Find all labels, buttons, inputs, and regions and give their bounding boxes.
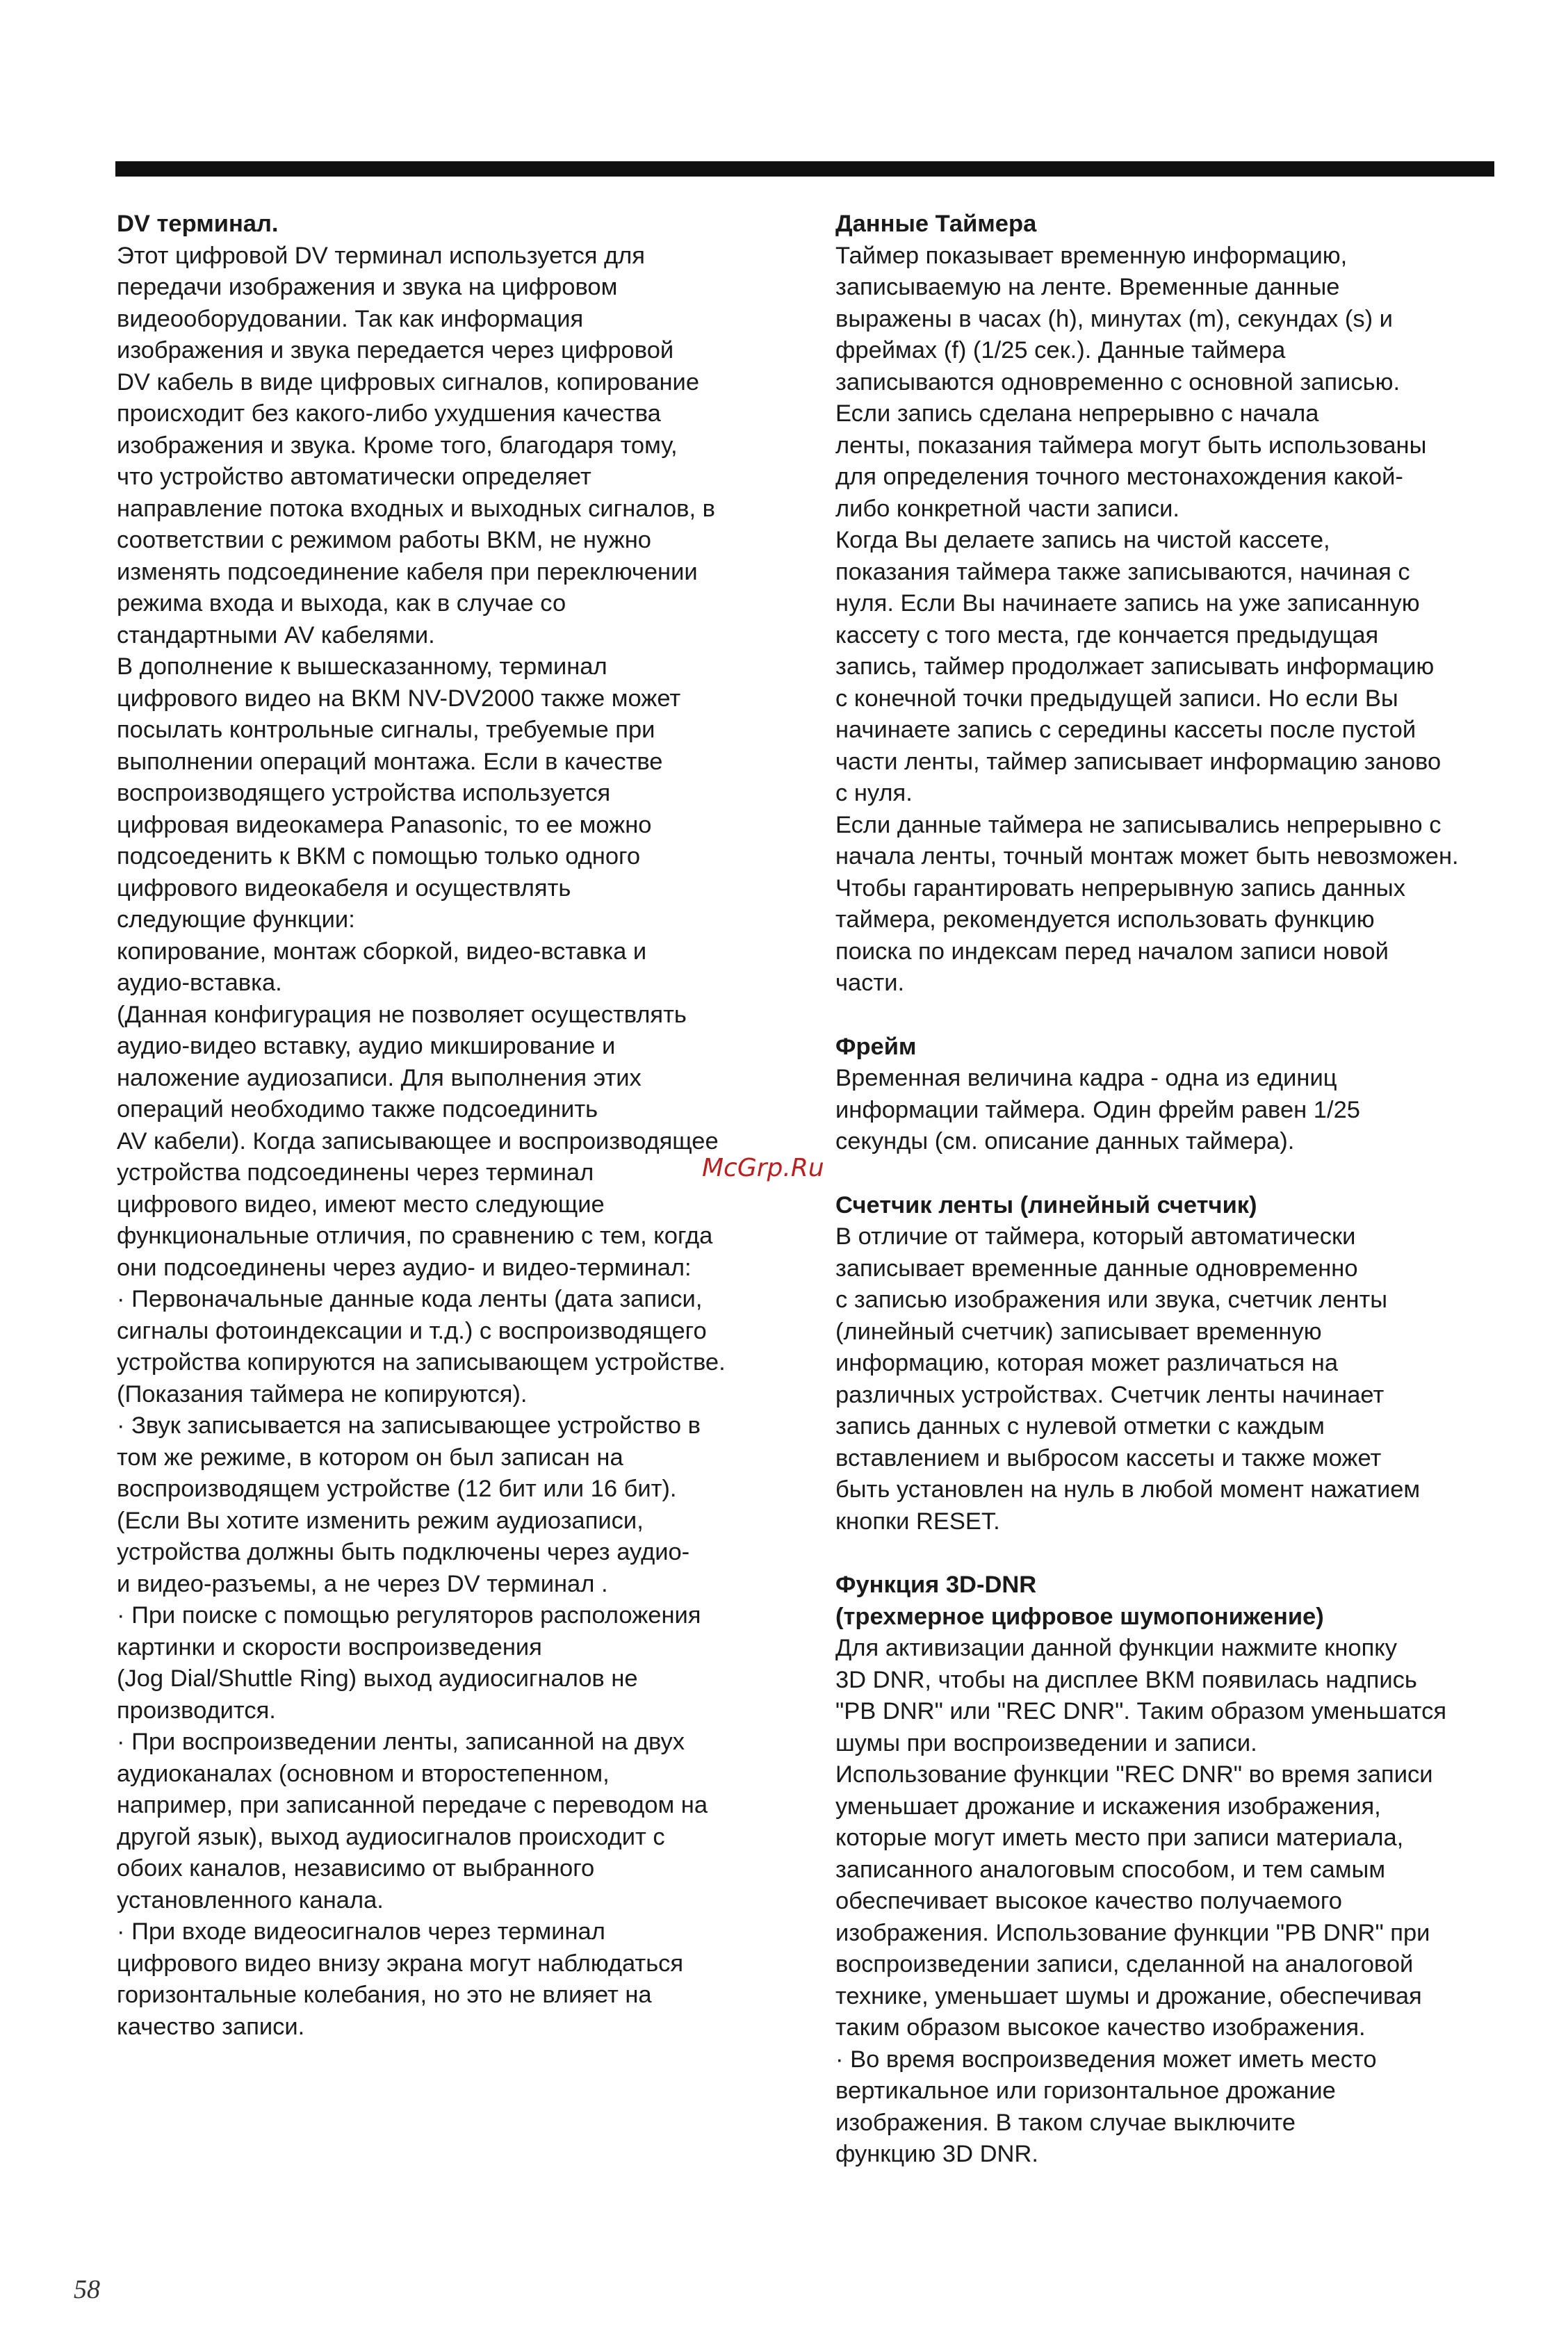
watermark: McGrp.Ru	[702, 1154, 824, 1182]
paragraph: · При поиске с помощью регуляторов расположения картинки и скорости воспроизведения (Jog Dial/Shuttle Ring) выход аудиосигналов не производится.	[117, 1602, 701, 1724]
right-column	[835, 209, 1503, 2203]
paragraph: · При входе видеосигналов через терминал цифрового видео внизу экрана могут наблюдаться горизонтальные колебания, но это не влияет на качество записи.	[117, 1918, 684, 2040]
section-title-3d-dnr: Функция 3D-DNR	[835, 1572, 1037, 1598]
paragraph: Использование функции "REC DNR" во время записи уменьшает дрожание и искажения изображения, которые могут иметь место при записи материала, записанного аналоговым способом, и тем самым обеспечивает высокое качество получаемого изображения. Использование функции "PB DNR" при воспроизведении записи, сделанной на аналоговой технике, уменьшает шумы и дрожание, обеспечивая таким образом высокое качество изображения.	[835, 1761, 1433, 2041]
paragraph: Этот цифровой DV терминал используется для передачи изображения и звука на цифровом видеооборудовании. Так как информация изображения и звука передается через цифровой DV кабель в виде цифровых сигналов, копирование происходит без какого-либо ухудшения качества изображения и звука. Кроме того, благодаря тому, что устройство автоматически определяет направление потока входных и выходных сигналов, в соответствии с режимом работы ВКМ, не нужно изменять подсоединение кабеля при переключении режима входа и выхода, как в случае со стандартными AV кабелями.	[117, 242, 715, 649]
paragraph: · Во время воспроизведения может иметь место вертикальное или горизонтальное дрожание изображения. В таком случае выключите функцию 3D DNR.	[835, 2046, 1377, 2167]
section-title-tape-counter: Счетчик ленты (линейный счетчик)	[835, 1191, 1257, 1218]
section-timer	[835, 209, 1503, 1000]
paragraph: · При воспроизведении ленты, записанной на двух аудиоканалах (основном и второстепенном, например, при записанной передаче с переводом на другой язык), выход аудиосигналов происходит с обоих каналов, независимо от выбранного установленного канала.	[117, 1729, 708, 1914]
section-frame	[835, 1031, 1503, 1158]
paragraph: Если данные таймера не записывались непрерывно с начала ленты, точный монтаж может быть невозможен. Чтобы гарантировать непрерывную запись данных таймера, рекомендуется использовать функцию поиска по индексам перед началом записи новой части.	[835, 811, 1459, 996]
paragraph: Временная величина кадра - одна из единиц информации таймера. Один фрейм равен 1/25 секунды (см. описание данных таймера).	[835, 1065, 1360, 1155]
left-column	[117, 209, 812, 2075]
paragraph: Для активизации данной функции нажмите кнопку 3D DNR, чтобы на дисплее ВКМ появилась надпись "PB DNR" или "REC DNR". Таким образом уменьшатся шумы при воспроизведении и записи.	[835, 1635, 1447, 1756]
section-subtitle-3d-dnr: (трехмерное цифровое шумопонижение)	[835, 1603, 1324, 1630]
paragraph: (Данная конфигурация не позволяет осуществлять аудио-видео вставку, аудио микширование и наложение аудиозаписи. Для выполнения этих операций необходимо также подсоединить AV кабели). Когда записывающее и воспроизводящее устройства подсоединены через терминал цифрового видео, имеют место следующие функциональные отличия, по сравнению с тем, когда они подсоединены через аудио- и видео-терминал:	[117, 1001, 719, 1281]
paragraph: В дополнение к вышесказанному, терминал цифрового видео на ВКМ NV-DV2000 также может посылать контрольные сигналы, требуемые при выполнении операций монтажа. Если в качестве воспроизводящего устройства используется цифровая видеокамера Panasonic, то ее можно подсоеденить к ВКМ с помощью только одного цифрового видеокабеля и осуществлять следующие функции: копирование, монтаж сборкой, видео-вставка и аудио-вставка.	[117, 653, 681, 996]
section-tape-counter	[835, 1190, 1503, 1538]
paragraph: Таймер показывает временную информацию, записываемую на ленте. Временные данные выражены в часах (h), минутах (m), секундах (s) и фреймах (f) (1/25 сек.). Данные таймера записываются одновременно с основной записью. Если запись сделана непрерывно с начала ленты, показания таймера могут быть использованы для определения точного местонахождения какой- либо конкретной части записи.	[835, 242, 1427, 522]
section-title-dv-terminal: DV терминал.	[117, 211, 279, 237]
top-rule	[115, 161, 1494, 177]
section-title-frame: Фрейм	[835, 1033, 917, 1060]
section-dv-terminal	[117, 209, 812, 2043]
section-title-timer: Данные Таймера	[835, 211, 1037, 237]
page-number: 58	[74, 2275, 100, 2304]
paragraph: В отличие от таймера, который автоматически записывает временные данные одновременно с записью изображения или звука, счетчик ленты (линейный счетчик) записывает временную информацию, которая может различаться на различных устройствах. Счетчик ленты начинает запись данных с нулевой отметки с каждым вставлением и выбросом кассеты и также может быть установлен на нуль в любой момент нажатием кнопки RESET.	[835, 1223, 1421, 1535]
paragraph: Когда Вы делаете запись на чистой кассете, показания таймера также записываются, начиная с нуля. Если Вы начинаете запись на уже записанную кассету с того места, где кончается предыдущая запись, таймер продолжает записывать информацию с конечной точки предыдущей записи. Но если Вы начинаете запись с середины кассеты после пустой части ленты, таймер записывает информацию заново с нуля.	[835, 527, 1442, 806]
section-3d-dnr	[835, 1569, 1503, 2171]
paragraph: · Звук записывается на записывающее устройство в том же режиме, в котором он был записан на воспроизводящем устройстве (12 бит или 16 бит). (Если Вы хотите изменить режим аудиозаписи, устройства должны быть подключены через аудио- и видео-разъемы, а не через DV терминал .	[117, 1412, 701, 1597]
paragraph: · Первоначальные данные кода ленты (дата записи, сигналы фотоиндексации и т.д.) с воспроизводящего устройства копируются на записывающем устройстве. (Показания таймера не копируются).	[117, 1286, 726, 1408]
